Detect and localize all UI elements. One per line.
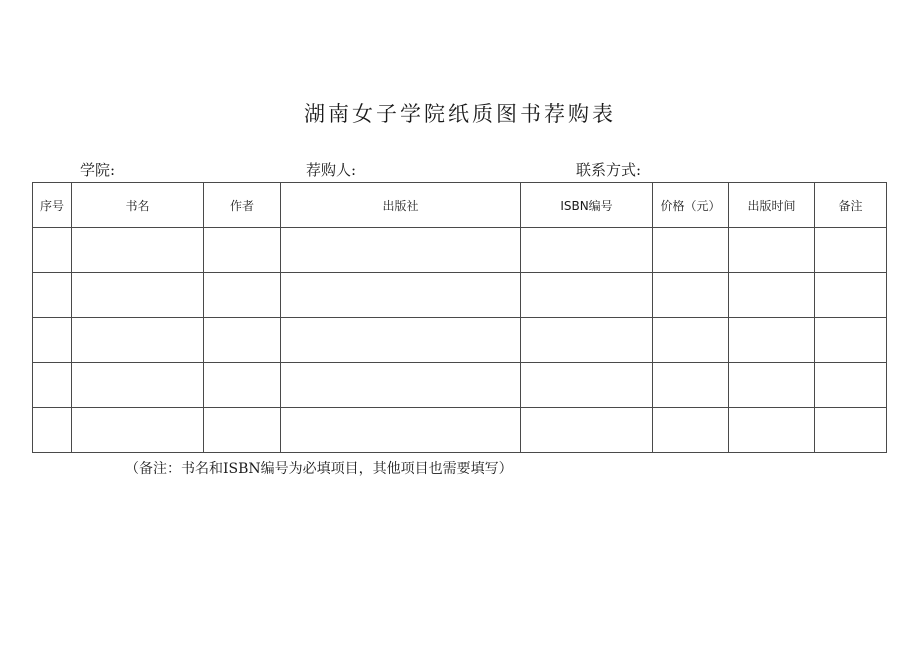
table-cell: [33, 273, 72, 318]
table-cell: [204, 408, 281, 453]
table-cell: [281, 318, 521, 363]
column-header-book-title: 书名: [72, 183, 204, 228]
table-cell: [72, 273, 204, 318]
table-cell: [72, 318, 204, 363]
column-header-author: 作者: [204, 183, 281, 228]
table-header-row: [33, 183, 887, 228]
page-title: 湖南女子学院纸质图书荐购表: [304, 102, 616, 126]
table-cell: [653, 363, 729, 408]
table-cell: [281, 273, 521, 318]
table-cell: [729, 363, 815, 408]
table-cell: [72, 408, 204, 453]
column-header-publication-date: 出版时间: [729, 183, 815, 228]
table-cell: [729, 408, 815, 453]
recommendation-table: [32, 182, 887, 453]
table-cell: [72, 228, 204, 273]
column-header-price: 价格（元）: [653, 183, 729, 228]
column-header-isbn: ISBN编号: [521, 183, 653, 228]
column-header-publisher: 出版社: [281, 183, 521, 228]
table-cell: [521, 228, 653, 273]
table-cell: [521, 318, 653, 363]
table-cell: [729, 228, 815, 273]
table-cell: [33, 228, 72, 273]
table-row: [33, 363, 887, 408]
table-row: [33, 408, 887, 453]
table-cell: [815, 408, 887, 453]
table-cell: [204, 228, 281, 273]
table-cell: [815, 273, 887, 318]
table-row: [33, 273, 887, 318]
table-cell: [281, 408, 521, 453]
table-cell: [521, 363, 653, 408]
table-cell: [815, 318, 887, 363]
table-cell: [33, 363, 72, 408]
contact-label: 联系方式:: [576, 161, 642, 179]
table-cell: [281, 363, 521, 408]
table-row: [33, 318, 887, 363]
column-header-remarks: 备注: [815, 183, 887, 228]
table-cell: [281, 228, 521, 273]
table-cell: [653, 228, 729, 273]
table-cell: [729, 318, 815, 363]
table-cell: [729, 273, 815, 318]
table-cell: [815, 228, 887, 273]
recommender-label: 荐购人:: [306, 161, 357, 179]
table-cell: [521, 273, 653, 318]
college-label: 学院:: [80, 161, 116, 179]
table-row: [33, 228, 887, 273]
table-cell: [653, 273, 729, 318]
table-cell: [204, 273, 281, 318]
table-cell: [204, 318, 281, 363]
table-cell: [653, 318, 729, 363]
table-cell: [521, 408, 653, 453]
table-cell: [653, 408, 729, 453]
footnote: （备注：书名和ISBN编号为必填项目，其他项目也需要填写）: [125, 461, 513, 477]
table-cell: [33, 318, 72, 363]
column-header-serial-number: 序号: [33, 183, 72, 228]
table-cell: [815, 363, 887, 408]
table-cell: [72, 363, 204, 408]
table-cell: [33, 408, 72, 453]
table-cell: [204, 363, 281, 408]
